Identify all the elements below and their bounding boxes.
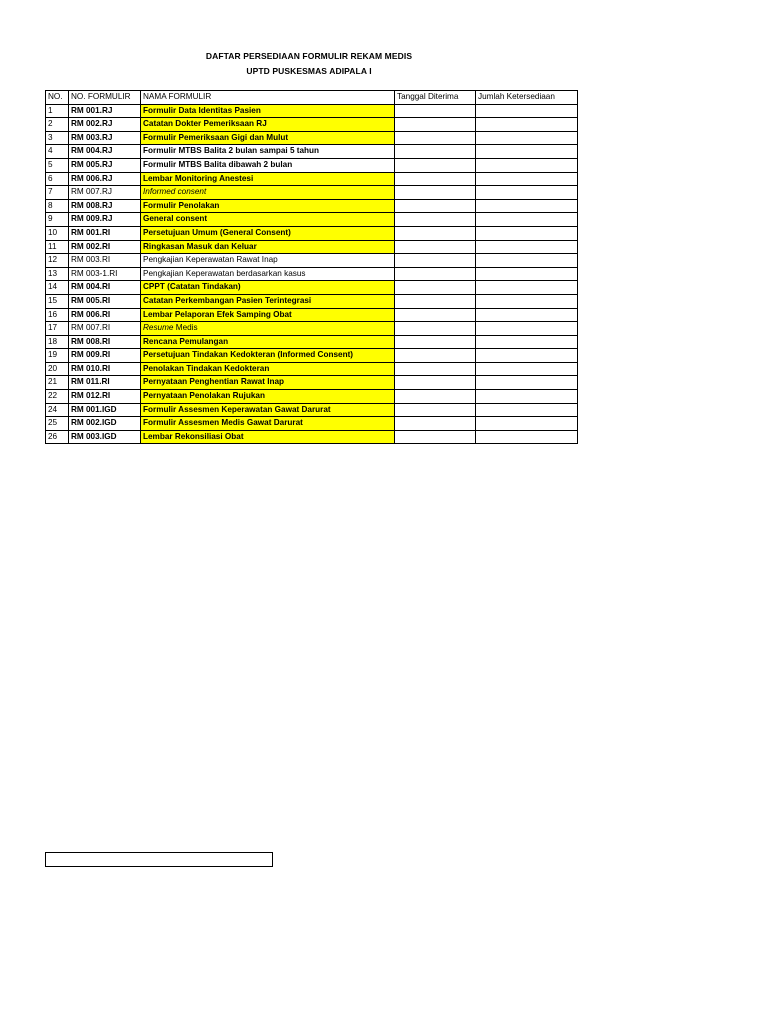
availability-cell <box>476 376 578 390</box>
date-received-cell <box>395 403 476 417</box>
date-received-cell <box>395 172 476 186</box>
form-name-text: Persetujuan Umum (General Consent) <box>143 227 291 237</box>
form-name <box>141 240 395 254</box>
form-name <box>141 362 395 376</box>
availability-cell <box>476 199 578 213</box>
row-number: 18 <box>46 335 69 349</box>
form-name <box>141 172 395 186</box>
form-name-text: Formulir MTBS Balita dibawah 2 bulan <box>143 159 293 169</box>
date-received-cell <box>395 322 476 336</box>
form-name <box>141 213 395 227</box>
date-received-cell <box>395 281 476 295</box>
form-number: RM 005.RI <box>69 294 141 308</box>
form-number: RM 002.IGD <box>69 417 141 431</box>
form-name-text: Formulir Pemeriksaan Gigi dan Mulut <box>143 132 289 142</box>
availability-cell <box>476 118 578 132</box>
form-number: RM 007.RI <box>69 322 141 336</box>
form-name-text: Formulir Penolakan <box>143 200 220 210</box>
date-received-cell <box>395 118 476 132</box>
form-number: RM 001.IGD <box>69 403 141 417</box>
form-name-text: Catatan Dokter Pemeriksaan RJ <box>143 119 267 129</box>
document-subtitle: UPTD PUSKESMAS ADIPALA I <box>246 66 372 76</box>
date-received-cell <box>395 294 476 308</box>
form-name <box>141 226 395 240</box>
header-form-name: NAMA FORMULIR <box>141 91 395 105</box>
form-number: RM 010.RI <box>69 362 141 376</box>
row-number: 12 <box>46 254 69 268</box>
availability-cell <box>476 335 578 349</box>
row-number: 13 <box>46 267 69 281</box>
table-row <box>46 186 578 200</box>
row-number: 14 <box>46 281 69 295</box>
form-number: RM 003-1.RI <box>69 267 141 281</box>
document-title: DAFTAR PERSEDIAAN FORMULIR REKAM MEDIS <box>205 51 413 61</box>
form-name-text: Pengkajian Keperawatan berdasarkan kasus <box>143 268 306 278</box>
date-received-cell <box>395 376 476 390</box>
date-received-cell <box>395 186 476 200</box>
availability-cell <box>476 240 578 254</box>
row-number: 7 <box>46 186 69 200</box>
form-name <box>141 145 395 159</box>
table-row <box>46 281 578 295</box>
form-name <box>141 294 395 308</box>
form-name <box>141 158 395 172</box>
form-name-text: Formulir Assesmen Keperawatan Gawat Darurat <box>143 404 331 414</box>
form-name-text: Informed consent <box>143 187 207 197</box>
form-number: RM 004.RJ <box>69 145 141 159</box>
date-received-cell <box>395 240 476 254</box>
table-row <box>46 240 578 254</box>
availability-cell <box>476 145 578 159</box>
availability-cell <box>476 390 578 404</box>
row-number: 22 <box>46 390 69 404</box>
row-number: 2 <box>46 118 69 132</box>
form-number: RM 003.RJ <box>69 131 141 145</box>
table-row <box>46 349 578 363</box>
row-number: 1 <box>46 104 69 118</box>
date-received-cell <box>395 226 476 240</box>
form-name-text: Pernyataan Penolakan Rujukan <box>143 391 265 401</box>
date-received-cell <box>395 362 476 376</box>
row-number: 19 <box>46 349 69 363</box>
form-number: RM 006.RJ <box>69 172 141 186</box>
date-received-cell <box>395 158 476 172</box>
form-name-text: CPPT (Catatan Tindakan) <box>143 282 241 292</box>
header-no: NO. <box>46 91 69 105</box>
form-number: RM 006.RI <box>69 308 141 322</box>
row-number: 21 <box>46 376 69 390</box>
form-name-text: Lembar Rekonsiliasi Obat <box>143 431 244 441</box>
empty-box <box>45 852 273 867</box>
availability-cell <box>476 213 578 227</box>
form-name-text: Penolakan Tindakan Kedokteran <box>143 363 270 373</box>
form-number: RM 008.RJ <box>69 199 141 213</box>
table-body <box>46 104 578 444</box>
availability-cell <box>476 158 578 172</box>
form-number: RM 011.RI <box>69 376 141 390</box>
form-number: RM 008.RI <box>69 335 141 349</box>
form-number: RM 001.RJ <box>69 104 141 118</box>
availability-cell <box>476 403 578 417</box>
date-received-cell <box>395 104 476 118</box>
form-name-text: Formulir Assesmen Medis Gawat Darurat <box>143 418 303 428</box>
availability-cell <box>476 362 578 376</box>
availability-cell <box>476 281 578 295</box>
header-availability: Jumlah Ketersediaan <box>476 91 578 105</box>
form-name-text: Pernyataan Penghentian Rawat Inap <box>143 377 285 387</box>
form-name-text: Pengkajian Keperawatan Rawat Inap <box>143 255 278 265</box>
form-name <box>141 390 395 404</box>
table-row <box>46 199 578 213</box>
row-number: 16 <box>46 308 69 322</box>
availability-cell <box>476 104 578 118</box>
row-number: 11 <box>46 240 69 254</box>
form-name-text: Rencana Pemulangan <box>143 336 229 346</box>
header-form-number: NO. FORMULIR <box>69 91 141 105</box>
date-received-cell <box>395 131 476 145</box>
table-row <box>46 254 578 268</box>
form-name <box>141 308 395 322</box>
form-name-text: Resume <box>143 323 174 333</box>
table-row <box>46 362 578 376</box>
table-row <box>46 145 578 159</box>
table-row <box>46 430 578 444</box>
form-inventory-table <box>45 90 578 444</box>
form-name <box>141 335 395 349</box>
row-number: 26 <box>46 430 69 444</box>
table-row <box>46 403 578 417</box>
availability-cell <box>476 254 578 268</box>
table-header-row <box>46 91 578 105</box>
table-row <box>46 118 578 132</box>
row-number: 10 <box>46 226 69 240</box>
form-number: RM 003.RI <box>69 254 141 268</box>
table-row <box>46 172 578 186</box>
date-received-cell <box>395 417 476 431</box>
form-number: RM 009.RI <box>69 349 141 363</box>
date-received-cell <box>395 145 476 159</box>
table-row <box>46 213 578 227</box>
row-number: 25 <box>46 417 69 431</box>
row-number: 15 <box>46 294 69 308</box>
form-name-text: Lembar Pelaporan Efek Samping Obat <box>143 309 292 319</box>
row-number: 20 <box>46 362 69 376</box>
form-name-suffix: Medis <box>173 323 198 333</box>
form-number: RM 012.RI <box>69 390 141 404</box>
form-number: RM 001.RI <box>69 226 141 240</box>
form-name <box>141 417 395 431</box>
form-name-text: Lembar Monitoring Anestesi <box>143 173 254 183</box>
date-received-cell <box>395 308 476 322</box>
table-row <box>46 267 578 281</box>
form-name-text: Persetujuan Tindakan Kedokteran (Informed Consent) <box>143 350 354 360</box>
date-received-cell <box>395 430 476 444</box>
form-name <box>141 267 395 281</box>
form-name <box>141 118 395 132</box>
availability-cell <box>476 172 578 186</box>
date-received-cell <box>395 254 476 268</box>
availability-cell <box>476 349 578 363</box>
table-row <box>46 294 578 308</box>
availability-cell <box>476 267 578 281</box>
availability-cell <box>476 308 578 322</box>
row-number: 5 <box>46 158 69 172</box>
table-row <box>46 104 578 118</box>
table-row <box>46 390 578 404</box>
header-date-received: Tanggal Diterima <box>395 91 476 105</box>
date-received-cell <box>395 335 476 349</box>
table-row <box>46 131 578 145</box>
form-name <box>141 349 395 363</box>
availability-cell <box>476 322 578 336</box>
form-name-text: General consent <box>143 214 208 224</box>
form-number: RM 009.RJ <box>69 213 141 227</box>
row-number: 24 <box>46 403 69 417</box>
availability-cell <box>476 430 578 444</box>
date-received-cell <box>395 199 476 213</box>
row-number: 3 <box>46 131 69 145</box>
date-received-cell <box>395 267 476 281</box>
form-number: RM 002.RJ <box>69 118 141 132</box>
table-row <box>46 322 578 336</box>
form-name <box>141 403 395 417</box>
table-row <box>46 308 578 322</box>
row-number: 8 <box>46 199 69 213</box>
form-name <box>141 322 395 336</box>
form-name <box>141 281 395 295</box>
availability-cell <box>476 226 578 240</box>
form-name <box>141 104 395 118</box>
form-name <box>141 199 395 213</box>
row-number: 4 <box>46 145 69 159</box>
form-number: RM 005.RJ <box>69 158 141 172</box>
table-row <box>46 226 578 240</box>
row-number: 6 <box>46 172 69 186</box>
availability-cell <box>476 294 578 308</box>
form-name <box>141 254 395 268</box>
form-number: RM 002.RI <box>69 240 141 254</box>
table-row <box>46 335 578 349</box>
form-name <box>141 376 395 390</box>
row-number: 17 <box>46 322 69 336</box>
form-name-text: Formulir Data Identitas Pasien <box>143 105 261 115</box>
form-name <box>141 186 395 200</box>
form-name <box>141 131 395 145</box>
availability-cell <box>476 417 578 431</box>
date-received-cell <box>395 213 476 227</box>
row-number: 9 <box>46 213 69 227</box>
form-name <box>141 430 395 444</box>
availability-cell <box>476 186 578 200</box>
date-received-cell <box>395 390 476 404</box>
date-received-cell <box>395 349 476 363</box>
table-row <box>46 376 578 390</box>
table-row <box>46 158 578 172</box>
table-row <box>46 417 578 431</box>
form-number: RM 003.IGD <box>69 430 141 444</box>
form-number: RM 007.RJ <box>69 186 141 200</box>
form-name-text: Ringkasan Masuk dan Keluar <box>143 241 257 251</box>
form-name-text: Catatan Perkembangan Pasien Terintegrasi <box>143 295 312 305</box>
form-name-text: Formulir MTBS Balita 2 bulan sampai 5 tahun <box>143 146 320 156</box>
form-number: RM 004.RI <box>69 281 141 295</box>
availability-cell <box>476 131 578 145</box>
